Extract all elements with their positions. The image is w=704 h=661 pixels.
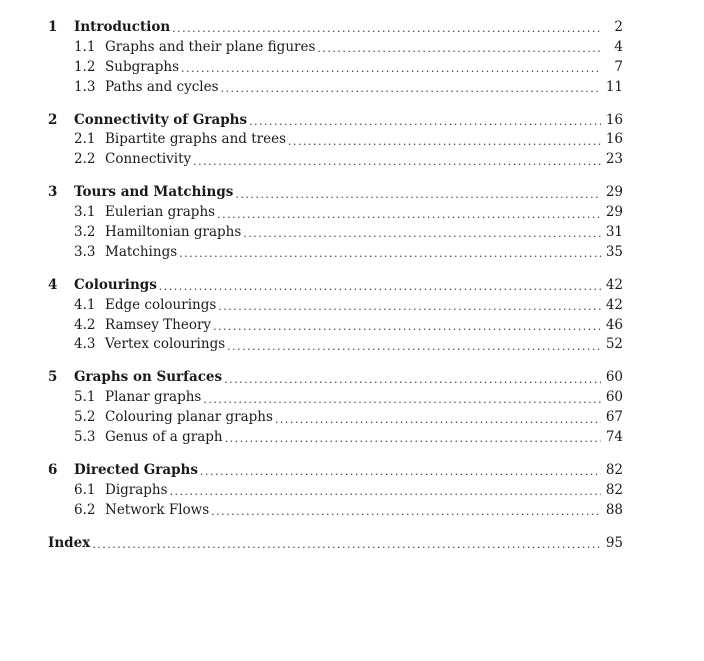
section-number: 4.1 — [74, 296, 96, 313]
section-number: 2.1 — [74, 131, 96, 148]
dot-leader — [221, 82, 601, 95]
section-number: 3.3 — [74, 243, 96, 260]
section-title: Bipartite graphs and trees — [105, 131, 286, 148]
dot-leader — [159, 280, 601, 293]
chapter-3 — [48, 182, 623, 262]
dot-leader — [224, 373, 601, 386]
section-number: 2.2 — [74, 151, 96, 168]
dot-leader — [92, 538, 601, 551]
section-title: Network Flows — [105, 501, 210, 518]
page-number: 31 — [605, 223, 623, 240]
section-row[interactable] — [48, 37, 623, 57]
chapter-row[interactable] — [48, 460, 623, 480]
page-number: 11 — [605, 78, 623, 95]
section-number: 1.3 — [74, 78, 96, 95]
chapter-1 — [48, 17, 623, 97]
dot-leader — [243, 227, 601, 240]
chapter-title: Graphs on Surfaces — [74, 369, 223, 386]
section-row[interactable] — [48, 334, 623, 354]
section-number: 6.2 — [74, 501, 96, 518]
section-title: Paths and cycles — [105, 78, 219, 95]
dot-leader — [181, 62, 601, 75]
section-row[interactable] — [48, 295, 623, 315]
chapter-number: 1 — [48, 18, 58, 35]
section-title: Vertex colourings — [105, 336, 226, 353]
section-number: 4.2 — [74, 316, 96, 333]
section-number: 3.2 — [74, 223, 96, 240]
page-number: 7 — [614, 58, 623, 75]
section-number: 1.2 — [74, 58, 96, 75]
section-number: 1.1 — [74, 38, 96, 55]
section-number: 4.3 — [74, 336, 96, 353]
page-number: 42 — [605, 276, 623, 293]
dot-leader — [170, 485, 601, 498]
chapter-number: 4 — [48, 276, 58, 293]
chapter-row[interactable] — [48, 367, 623, 387]
dot-leader — [213, 320, 601, 333]
section-title: Connectivity — [105, 151, 192, 168]
dot-leader — [249, 115, 601, 128]
chapter-2 — [48, 110, 623, 170]
dot-leader — [235, 188, 601, 201]
section-row[interactable] — [48, 387, 623, 407]
section-row[interactable] — [48, 222, 623, 242]
section-number: 5.3 — [74, 428, 96, 445]
page-number: 2 — [614, 18, 623, 35]
section-title: Graphs and their plane figures — [105, 38, 316, 55]
section-title: Genus of a graph — [105, 428, 223, 445]
section-title: Subgraphs — [105, 58, 179, 75]
section-title: Ramsey Theory — [105, 316, 212, 333]
section-title: Digraphs — [105, 481, 168, 498]
page-number: 82 — [605, 461, 623, 478]
section-row[interactable] — [48, 242, 623, 262]
index-row[interactable] — [48, 533, 623, 553]
dot-leader — [200, 465, 601, 478]
page-number: 23 — [605, 151, 623, 168]
page-number: 60 — [605, 369, 623, 386]
section-title: Planar graphs — [105, 389, 202, 406]
dot-leader — [218, 300, 601, 313]
chapter-title: Tours and Matchings — [74, 184, 234, 201]
dot-leader — [179, 247, 601, 260]
dot-leader — [275, 413, 601, 426]
page-number: 4 — [614, 38, 623, 55]
page-number: 74 — [605, 428, 623, 445]
page-number: 29 — [605, 204, 623, 221]
section-title: Hamiltonian graphs — [105, 223, 242, 240]
section-row[interactable] — [48, 129, 623, 149]
page-number: 46 — [605, 316, 623, 333]
page-number: 67 — [605, 409, 623, 426]
section-row[interactable] — [48, 57, 623, 77]
section-title: Edge colourings — [105, 296, 217, 313]
page-number: 82 — [605, 481, 623, 498]
section-title: Colouring planar graphs — [105, 409, 273, 426]
dot-leader — [317, 42, 601, 55]
section-number: 5.2 — [74, 409, 96, 426]
index-title: Index — [48, 534, 91, 551]
section-row[interactable] — [48, 77, 623, 97]
chapter-number: 6 — [48, 461, 58, 478]
chapter-title: Connectivity of Graphs — [74, 111, 248, 128]
chapter-row[interactable] — [48, 182, 623, 202]
page-number: 88 — [605, 501, 623, 518]
chapter-title: Introduction — [74, 18, 171, 35]
dot-leader — [172, 22, 601, 35]
dot-leader — [217, 208, 601, 221]
section-title: Matchings — [105, 243, 178, 260]
dot-leader — [288, 135, 601, 148]
section-row[interactable] — [48, 149, 623, 169]
chapter-row[interactable] — [48, 17, 623, 37]
chapter-row[interactable] — [48, 275, 623, 295]
section-row[interactable] — [48, 480, 623, 500]
page-number: 35 — [605, 243, 623, 260]
chapter-number: 2 — [48, 111, 58, 128]
section-row[interactable] — [48, 427, 623, 447]
section-row[interactable] — [48, 407, 623, 427]
dot-leader — [227, 340, 601, 353]
dot-leader — [203, 393, 601, 406]
section-number: 6.1 — [74, 481, 96, 498]
page-number: 52 — [605, 336, 623, 353]
page-number: 95 — [605, 534, 623, 551]
page-number: 16 — [605, 131, 623, 148]
chapter-title: Directed Graphs — [74, 461, 198, 478]
chapter-number: 3 — [48, 184, 58, 201]
chapter-title: Colourings — [74, 276, 157, 293]
section-number: 3.1 — [74, 204, 96, 221]
section-row[interactable] — [48, 202, 623, 222]
chapter-4 — [48, 275, 623, 355]
page-number: 16 — [605, 111, 623, 128]
dot-leader — [193, 155, 601, 168]
section-number: 5.1 — [74, 389, 96, 406]
page-number: 60 — [605, 389, 623, 406]
dot-leader — [211, 505, 601, 518]
chapter-number: 5 — [48, 369, 58, 386]
page-number: 42 — [605, 296, 623, 313]
section-title: Eulerian graphs — [105, 204, 216, 221]
chapter-6 — [48, 460, 623, 520]
table-of-contents — [48, 17, 623, 552]
section-row[interactable] — [48, 500, 623, 520]
chapter-row[interactable] — [48, 110, 623, 130]
dot-leader — [225, 432, 601, 445]
chapter-5 — [48, 367, 623, 447]
section-row[interactable] — [48, 315, 623, 335]
page-number: 29 — [605, 184, 623, 201]
